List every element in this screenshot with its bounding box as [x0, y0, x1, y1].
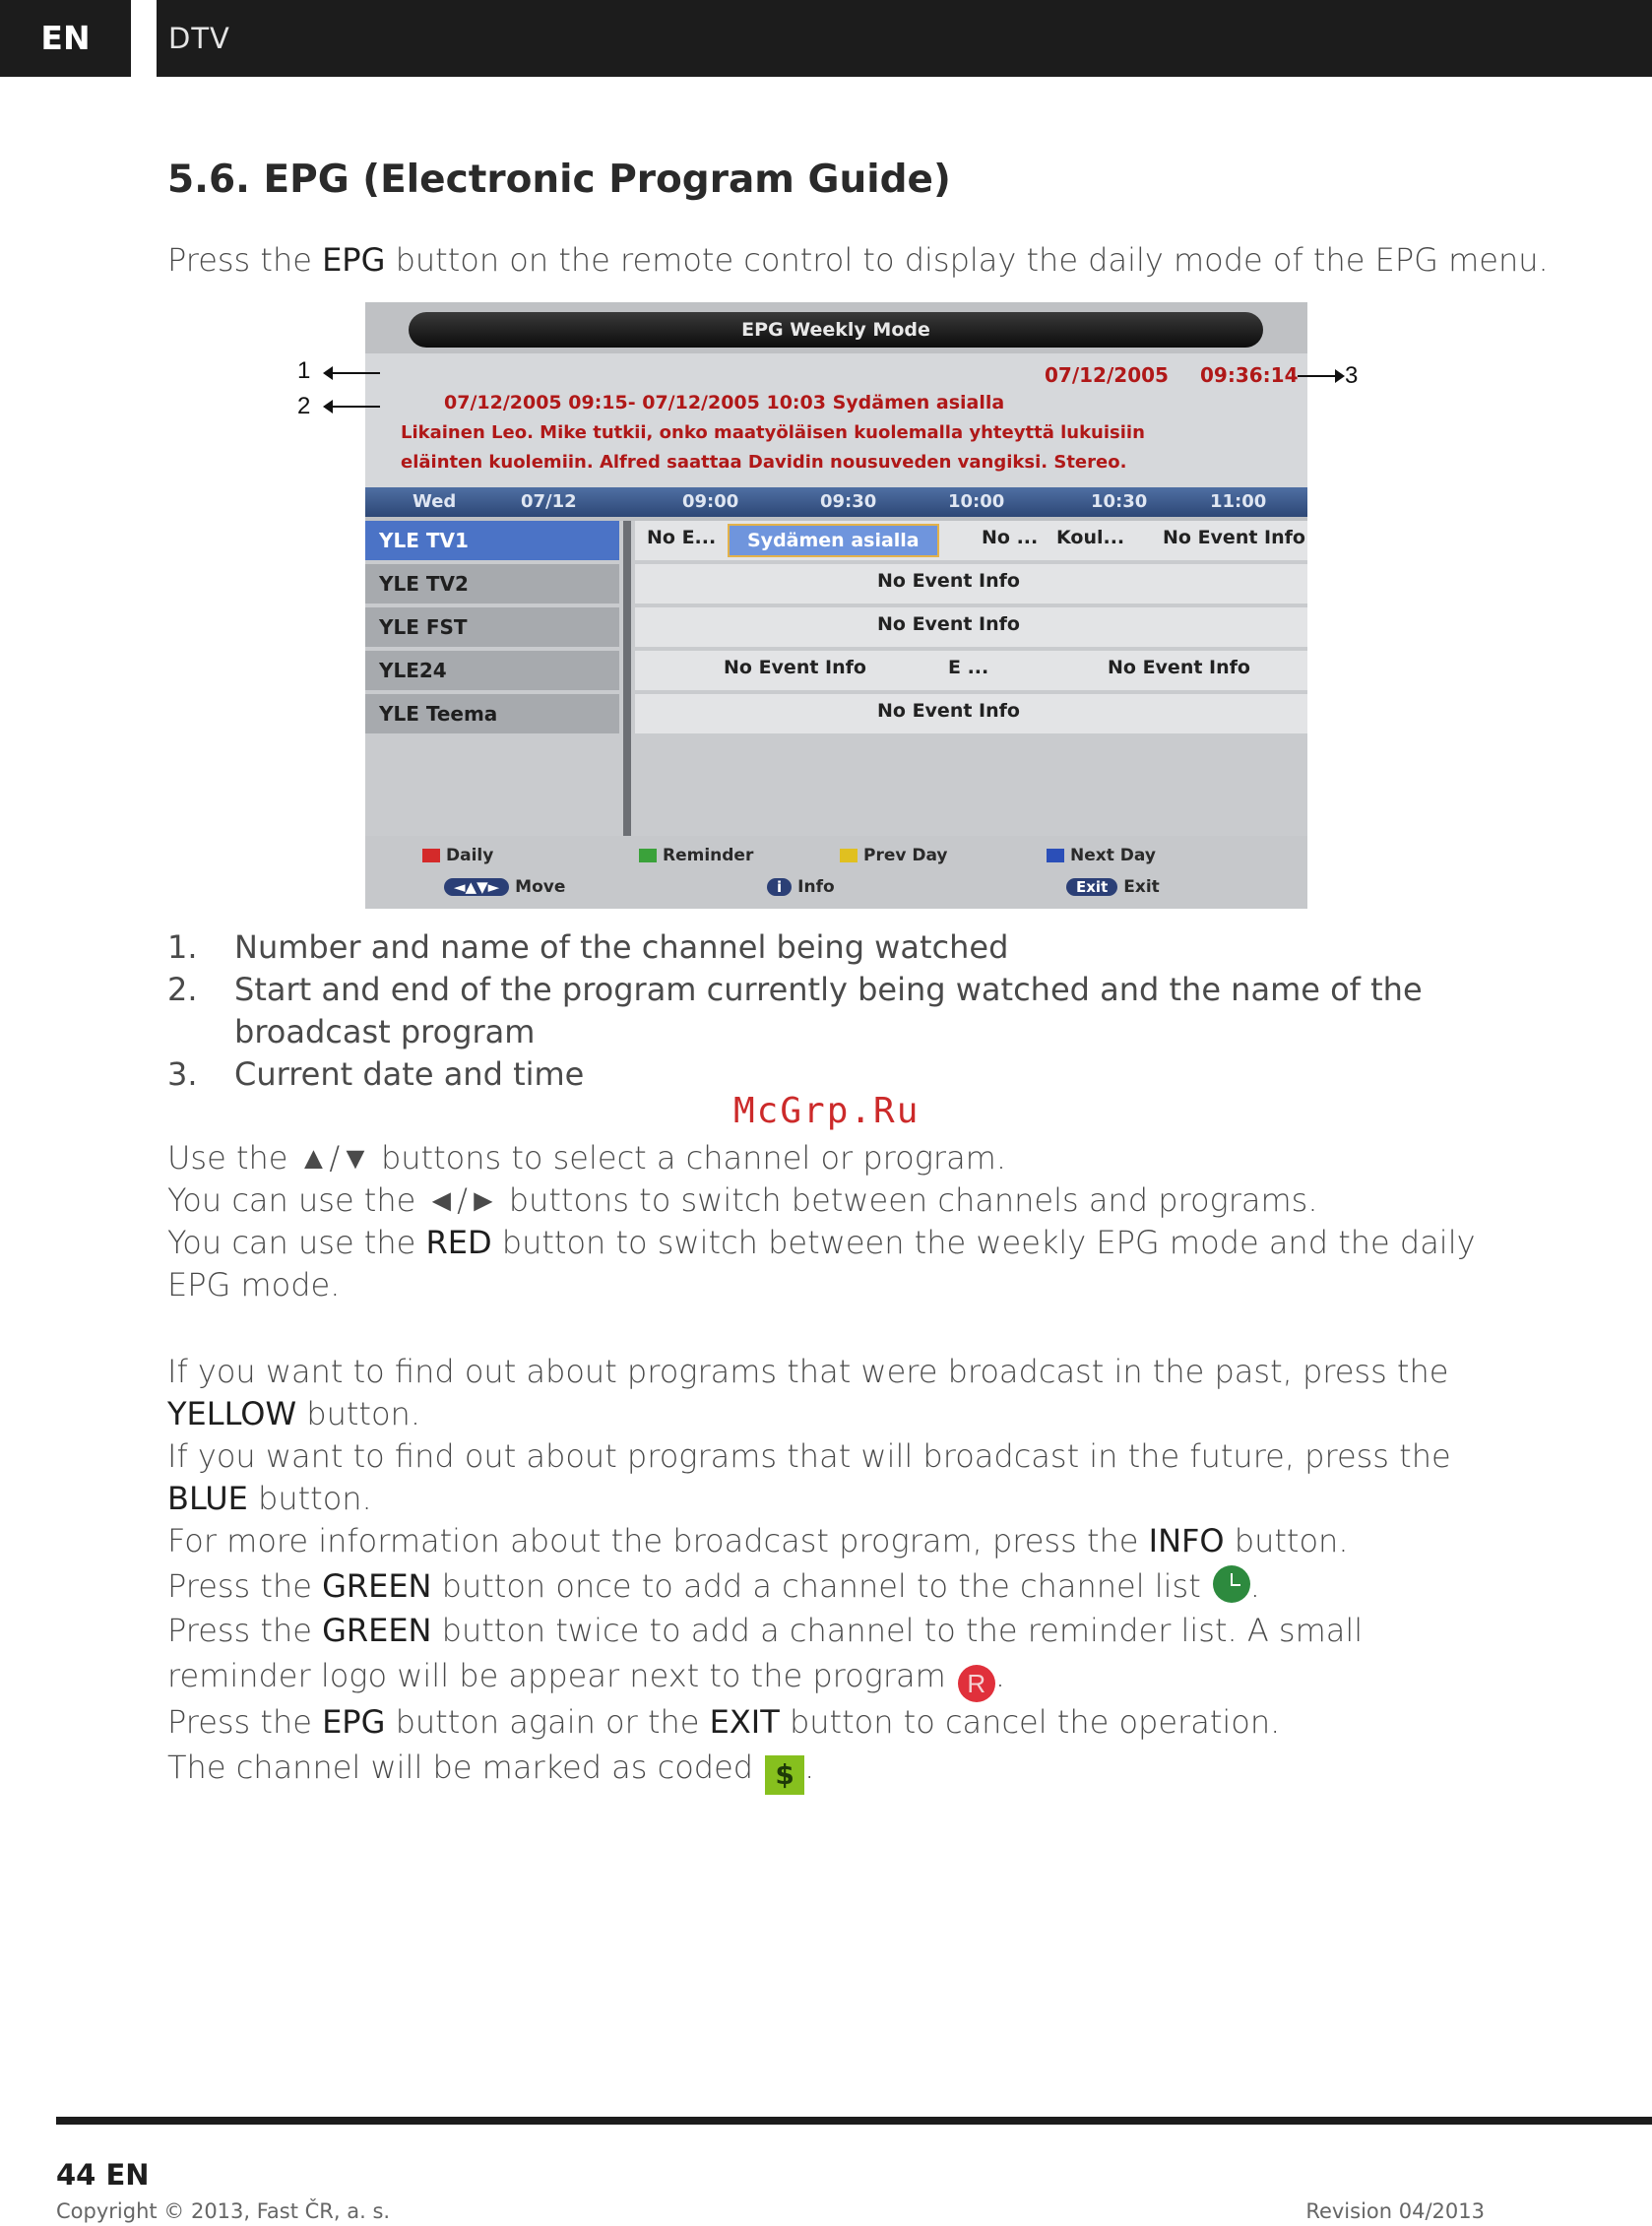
paragraph-yellow: If you want to find out about programs that were broadcast in the past, press the YELLOW button. — [167, 1353, 1449, 1432]
green-key-icon — [639, 849, 657, 862]
clock-icon — [1213, 1565, 1250, 1603]
event-cell: E ... — [948, 657, 989, 678]
paragraph-green-twice: Press the GREEN button twice to add a channel to the reminder list. A small reminder logo will be appear next to the program R . — [167, 1608, 1477, 1702]
event-cell: No Event Info — [877, 570, 1020, 592]
event-cell: No Event Info — [1163, 527, 1305, 548]
channel-name: YLE TV1 — [365, 521, 619, 560]
reminder-icon: R — [958, 1665, 995, 1702]
epg-description-line-1: Likainen Leo. Mike tutkii, onko maatyöläisen kuolemalla yhteyttä lukuisiin — [401, 422, 1145, 443]
channel-name: YLE TV2 — [365, 564, 619, 604]
paragraph-info: For more information about the broadcast program, press the INFO button. — [167, 1522, 1349, 1559]
event-lane — [635, 564, 1307, 604]
legend-reminder: Reminder — [639, 846, 753, 865]
epg-screenshot — [365, 302, 1307, 909]
event-lane — [635, 521, 1307, 560]
callout-1: 1 — [297, 357, 311, 384]
intro-paragraph: Press the EPG button on the remote control to display the daily mode of the EPG menu. — [167, 241, 1549, 279]
legend-prev-day: Prev Day — [840, 846, 948, 865]
epg-title-bar: EPG Weekly Mode — [409, 312, 1263, 348]
arrow-keys-icon: ◄▲▼► — [444, 878, 509, 896]
epg-time: 09:36:14 — [1200, 363, 1299, 387]
epg-grid — [365, 521, 1307, 836]
epg-description-line-2: eläinten kuolemiin. Alfred saattaa Davidin nousuveden vangiksi. Stereo. — [401, 452, 1127, 473]
section-label: DTV — [157, 0, 1652, 77]
epg-legend — [365, 836, 1307, 909]
epg-time-bar — [365, 487, 1307, 517]
timebar-slot: 11:00 — [1210, 491, 1267, 512]
event-lane — [635, 651, 1307, 690]
timebar-slot: 10:00 — [948, 491, 1005, 512]
channel-row — [365, 564, 1307, 607]
channel-name: YLE Teema — [365, 694, 619, 733]
event-cell: Koul... — [1056, 527, 1125, 548]
channel-row — [365, 651, 1307, 694]
paragraph-switch: You can use the ◄/► buttons to switch between channels and programs. — [167, 1181, 1318, 1219]
channel-row — [365, 607, 1307, 651]
timebar-slot: 09:00 — [682, 491, 739, 512]
paragraph-red: You can use the RED button to switch between the weekly EPG mode and the daily EPG mode. — [167, 1224, 1476, 1304]
event-cell: No E... — [647, 527, 717, 548]
paragraph-select: Use the ▲/▼ buttons to select a channel or program. — [167, 1139, 1007, 1177]
event-cell-selected: Sydämen asialla — [728, 524, 939, 557]
event-cell: No Event Info — [877, 613, 1020, 635]
timebar-slot: 10:30 — [1091, 491, 1148, 512]
yellow-key-icon — [840, 849, 858, 862]
callout-3-arrow — [1298, 375, 1337, 377]
callout-2-arrow — [331, 406, 380, 408]
paragraph-blue: If you want to find out about programs that will broadcast in the future, press the BLUE button. — [167, 1437, 1451, 1517]
paragraph-coded: The channel will be marked as coded $ . — [167, 1747, 814, 1795]
language-tab: EN — [0, 0, 131, 77]
event-cell: No Event Info — [877, 700, 1020, 722]
watermark: McGrp.Ru — [733, 1091, 921, 1131]
legend-daily: Daily — [422, 846, 493, 865]
blue-key-icon — [1047, 849, 1064, 862]
paragraph-green-once: Press the GREEN button once to add a channel to the channel list . — [167, 1567, 1260, 1605]
event-cell: No ... — [982, 527, 1039, 548]
event-lane — [635, 694, 1307, 733]
legend-exit: Exit Exit — [1066, 877, 1160, 897]
footer-divider — [56, 2117, 1652, 2125]
timebar-date: 07/12 — [521, 491, 577, 512]
epg-event-line: 07/12/2005 09:15- 07/12/2005 10:03 Sydämen asialla — [444, 392, 1005, 413]
page-number: 44 EN — [56, 2158, 150, 2192]
timebar-slot: 09:30 — [820, 491, 877, 512]
legend-next-day: Next Day — [1047, 846, 1156, 865]
numbered-list — [167, 926, 1526, 1096]
event-cell: No Event Info — [724, 657, 866, 678]
list-item: 1. Number and name of the channel being watched — [167, 928, 1009, 966]
red-key-icon — [422, 849, 440, 862]
legend-move: ◄▲▼► Move — [444, 877, 565, 897]
copyright: Copyright © 2013, Fast ČR, a. s. — [56, 2199, 391, 2223]
callout-2: 2 — [297, 393, 311, 419]
event-cell: No Event Info — [1108, 657, 1250, 678]
legend-info: i Info — [767, 877, 835, 897]
callout-1-arrow — [331, 372, 380, 374]
paragraph-cancel: Press the EPG button again or the EXIT button to cancel the operation. — [167, 1703, 1281, 1741]
event-lane — [635, 607, 1307, 647]
timebar-day: Wed — [413, 491, 457, 512]
channel-name: YLE FST — [365, 607, 619, 647]
channel-name: YLE24 — [365, 651, 619, 690]
channel-row — [365, 694, 1307, 737]
section-title: 5.6. EPG (Electronic Program Guide) — [167, 158, 951, 202]
revision: Revision 04/2013 — [1305, 2199, 1485, 2223]
list-item: 3. Current date and time — [167, 1055, 585, 1093]
info-key-icon: i — [767, 878, 792, 896]
coded-channel-icon: $ — [765, 1755, 804, 1795]
channel-row — [365, 521, 1307, 564]
callout-3: 3 — [1345, 362, 1359, 389]
page-header — [0, 0, 1652, 77]
epg-date: 07/12/2005 — [1045, 363, 1169, 387]
exit-key-icon: Exit — [1066, 878, 1117, 896]
list-item: 2. Start and end of the program currently being watched and the name of the broadcast program — [167, 971, 1423, 1050]
